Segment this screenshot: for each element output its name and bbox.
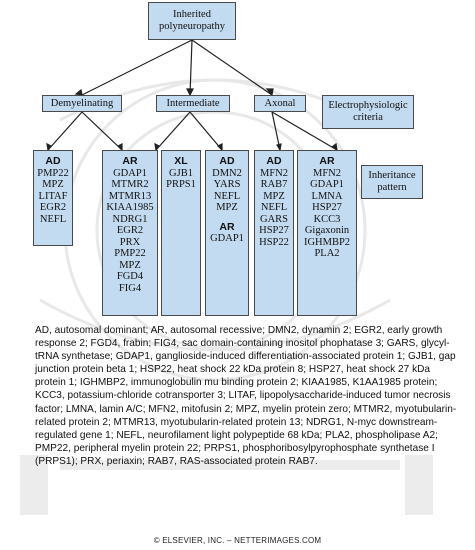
- gene-item: LMNA: [311, 190, 343, 202]
- gene-item: GARS: [259, 213, 288, 225]
- gene-item: NEFL: [213, 190, 241, 202]
- column-demyelinating-ar: [102, 150, 158, 316]
- gene-item: PLA2: [314, 248, 340, 259]
- gene-item: GDAP1: [310, 179, 344, 190]
- gene-item: PMP22: [37, 167, 69, 179]
- column-heading-secondary: AR: [219, 220, 235, 233]
- root-label: Inherited polyneuropathy: [159, 9, 225, 32]
- category-demyelinating: [42, 95, 122, 112]
- gene-item: RAB7: [260, 179, 288, 190]
- gene-item: GJB1: [169, 167, 193, 179]
- gene-item: MPZ: [42, 179, 64, 190]
- gene-item: NDRG1: [112, 213, 148, 225]
- inheritance-pattern-label: Inheritance pattern: [368, 170, 416, 193]
- abbreviation-legend: AD, autosomal dominant; AR, autosomal recessive; DMN2, dynamin 2; EGR2, early growth response 2; FGD4, frabin; FIG4, sac domain-containing inositol phophatase 3; GARS, glycyl-tRNA synthetase; GDAP1, ganglioside-induced differentiation-associated protein 1; GJB1, gap junction protein beta 1; HSP22, heat shock 22 kDa protein 8; HSP27, heat shock 27 kDa protein 1; IGHMBP2, immunoglobulin mu binding protein 2; KIAA1985, K1AA1985 protein; KCC3, potassium-chloride cotransporter 3; LITAF, lipopolysaccharide-induced tumor necrosis factor; LMNA, lamin A/C; MFN2, mitofusin 2; MPZ, myelin protein zero; MTMR2, myotubularin-related protein 2; MTMR13, myotubularin-related protein 13; NDRG1, N-myc downstream-regulated gene 1; NEFL, neurofilament light polypeptide 68 kDa; PLA2, phospholipase A2; PMP22, peripheral myelin protein 22; PRPS1, phosphoribosylpyrophosphate synthetase I (PRPS1); PRX, periaxin; RAB7, RAS-associated protein RAB7.: [35, 325, 457, 467]
- column-heading: AR: [319, 155, 335, 167]
- copyright-notice: © ELSEVIER, INC. – NETTERIMAGES.COM: [153, 536, 322, 545]
- gene-item: EGR2: [39, 202, 67, 213]
- electrophysiologic-criteria-label: Electrophysiologic criteria: [328, 100, 408, 123]
- gene-item: FGD4: [116, 271, 144, 282]
- gene-item: LITAF: [38, 190, 68, 202]
- gene-item: NEFL: [260, 202, 288, 213]
- gene-item: MPZ: [119, 259, 141, 271]
- root-node: [148, 2, 236, 40]
- column-heading: AD: [266, 155, 282, 167]
- gene-item: GDAP1: [113, 167, 147, 179]
- electrophysiologic-criteria-box: [322, 95, 414, 129]
- column-heading: AD: [45, 155, 61, 167]
- column-axonal-ad: [254, 150, 294, 316]
- gene-item: YARS: [213, 179, 241, 190]
- category-axonal-label: Axonal: [264, 97, 296, 109]
- gene-item: Gigaxonin: [304, 225, 350, 236]
- gene-item: KIAA1985: [106, 202, 154, 213]
- gene-item: MPZ: [216, 202, 238, 213]
- gene-item: HSP27: [312, 202, 342, 213]
- gene-item: GDAP1: [210, 233, 244, 244]
- inheritance-pattern-box: [361, 165, 423, 199]
- column-heading: XL: [174, 155, 188, 167]
- column-demyelinating-ad: [33, 150, 73, 246]
- gene-item: PRPS1: [166, 179, 196, 190]
- category-intermediate-label: Intermediate: [166, 97, 220, 109]
- gene-item: MTMR13: [108, 190, 152, 202]
- gene-item: KCC3: [313, 213, 341, 225]
- column-axonal-ar: [297, 150, 357, 316]
- gene-item: HSP22: [259, 236, 289, 248]
- gene-item: MFN2: [312, 167, 341, 179]
- gene-item: PMP22: [114, 248, 146, 259]
- category-intermediate: [156, 95, 230, 112]
- gene-item: HSP27: [259, 225, 289, 236]
- column-heading: AD: [219, 155, 235, 167]
- category-demyelinating-label: Demyelinating: [50, 97, 114, 109]
- gene-item: MFN2: [259, 167, 288, 179]
- gene-item: FIG4: [118, 282, 142, 294]
- column-intermediate-xl: [161, 150, 201, 316]
- column-intermediate-ad-ar: [205, 150, 249, 316]
- gene-item: NEFL: [39, 213, 67, 225]
- gene-item: EGR2: [116, 225, 144, 236]
- gene-item: PRX: [119, 236, 141, 248]
- column-heading: AR: [122, 155, 138, 167]
- gene-item: DMN2: [212, 167, 242, 179]
- gene-item: MTMR2: [111, 179, 149, 190]
- gene-item: IGHMBP2: [303, 236, 351, 248]
- gene-item: MPZ: [263, 190, 285, 202]
- category-axonal: [254, 95, 306, 112]
